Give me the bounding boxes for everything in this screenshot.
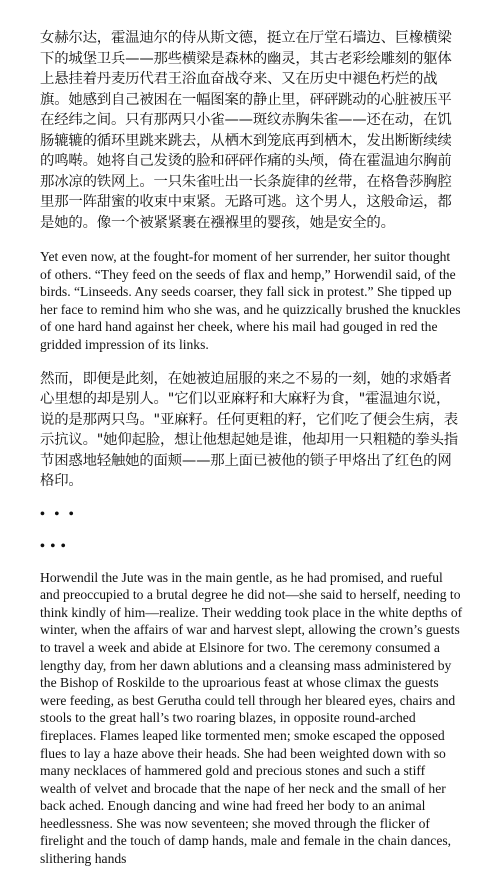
section-break-dots-bold: • • • (40, 538, 67, 554)
english-paragraph-1: Yet even now, at the fought-for moment of her surrender, her suitor thought of others. “They feed on the seeds of flax and hemp,” Horwendil said, of the birds. “Linseeds. Any seeds coarser, they fall sick in protest.” She tipped up her face to remind him who she was, and he quizzically brushed the knuckles of one hard hand against her cheek, where his mail had gouged in red the gridded impression of its links. (40, 249, 461, 352)
book-page (40, 28, 464, 883)
english-paragraph-2: Horwendil the Jute was in the main gentle, as he had promised, and rueful and preoccupied to a brutal degree he did not—she said to herself, needing to think kindly of him—realize. Their wedding took place in the white depths of winter, when the affairs of war and harvest slept, allowing the crown’s guests to travel a week and abide at Elsinore for two. The ceremony consumed a lengthy day, from her dawn ablutions and a cleansing mass administered by the Bishop of Roskilde to the uproarious feast at whose climax the guests were feeding, as best Gerutha could tell through her bleared eyes, chairs and stools to the great hall’s two roaring blazes, in opposite round-arched fireplaces. Flames leaped like tormented men; smoke escaped the opposed flues to lay a haze above their heads. She had been weighted down with so many necklaces of hammered gold and precious stones and such a stiff wealth of velvet and brocade that the nape of her neck and the small of her back ached. Enough dancing and wine had freed her body to an animal heedlessness. She was now seventeen; she moved through the flicker of firelight and the touch of damp hands, male and female in the chain dances, slithering hands (40, 569, 463, 867)
section-break-dots: • • • (40, 506, 77, 522)
chinese-paragraph-2: 然而，即便是此刻，在她被迫屈服的来之不易的一刻，她的求婚者心里想的却是别人。"它们以亚麻籽和大麻籽为食，"霍温迪尔说，说的是那两只鸟。"亚麻籽。任何更粗的籽，它们吃了便会生病，表示抗议。"她仰起脸，想让他想起她是谁，他却用一只粗糙的拳头指节困惑地轻触她的面颊——那上面已被他的锁子甲烙出了红色的网格印。 (40, 370, 458, 490)
chinese-paragraph-1: 女赫尔达，霍温迪尔的侍从斯文德，挺立在厅堂石墙边、巨橡横梁下的城堡卫兵——那些横梁是森林的幽灵，其古老彩绘雕刻的躯体上悬挂着丹麦历代君王浴血奋战夺来、又在历史中褪色朽烂的战旗。她感到自己被困在一幅图案的静止里，砰砰跳动的心脏被压平在经纬之间。只有那两只小雀——斑纹赤胸朱雀——还在动，在饥肠辘辘的循环里跳来跳去，从栖木到笼底再到栖木，发出断断续续的鸣啭。她将自己发烫的脸和砰砰作痛的头颅，倚在霍温迪尔胸前那冰凉的铁网上。一只朱雀吐出一长条旋律的丝带，在格鲁莎胸腔里那一阵甜蜜的收束中束紧。无路可逃。这个男人，这般命运，都是她的。像一个被紧紧裹在襁褓里的婴孩，她是安全的。 (40, 30, 452, 231)
